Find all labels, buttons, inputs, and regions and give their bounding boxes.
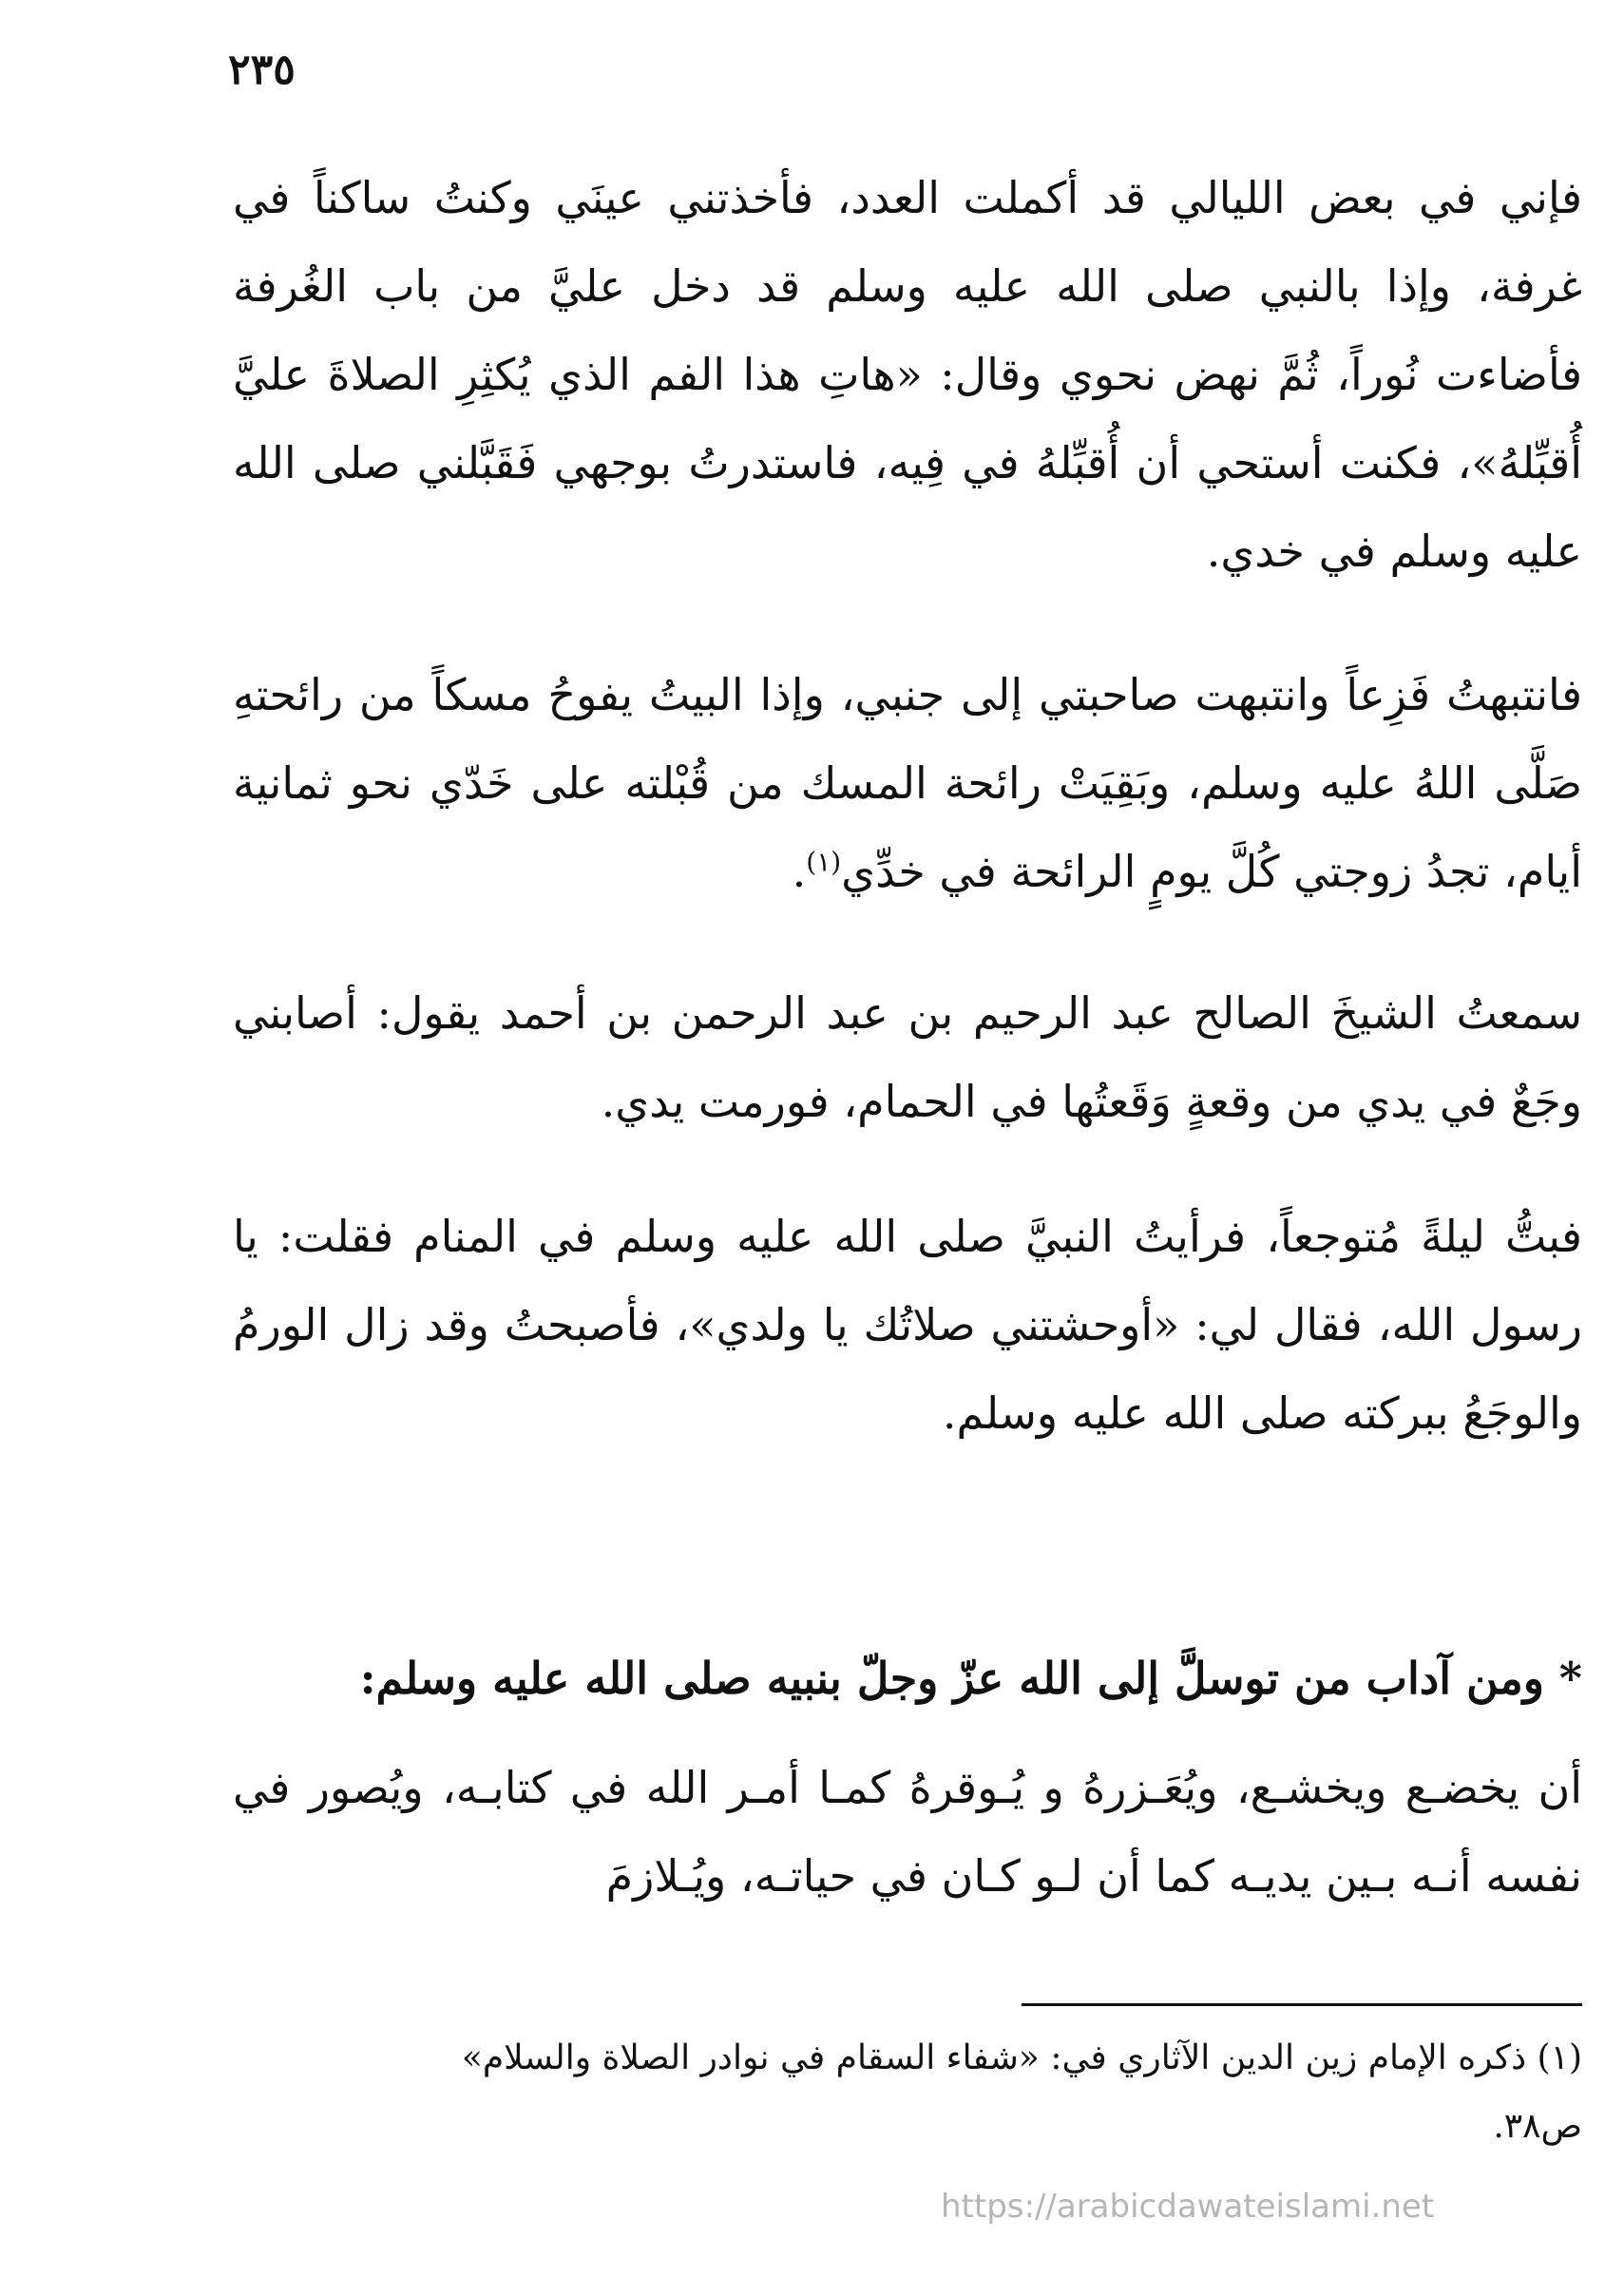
paragraph-6 [233, 1744, 1582, 1921]
paragraph-text: سمعتُ الشيخَ الصالح عبد الرحيم بن عبد الرحمن بن أحمد يقول: أصابني وجَعٌ في يدي من وقعةٍ وَقَعتُها في الحمام، فورمت يدي. [233, 987, 1582, 1127]
section-heading [233, 1635, 1582, 1723]
paragraph-3 [233, 969, 1582, 1146]
watermark-url: https://arabicdawateislami.net [941, 2188, 1435, 2226]
footnote [233, 2024, 1582, 2161]
paragraph-text: فإني في بعض الليالي قد أكملت العدد، فأخذتني عينَي وكنتُ ساكناً في غرفة، وإذا بالنبي صلى الله عليه وسلم قد دخل عليَّ من باب الغُرفة فأضاءت نُوراً، ثُمَّ نهض نحوي وقال: «هاتِ هذا الفم الذي يُكثِرِ الصلاةَ عليَّ أُقبِّلهُ»، فكنت أستحي أن أُقبِّلهُ في فِيه، فاستدرتُ بوجهي فَقَبَّلني صلى الله عليه وسلم في خدي. [233, 172, 1582, 577]
section-heading-text: * ومن آداب من توسلَّ إلى الله عزّ وجلّ بنبيه صلى الله عليه وسلم: [359, 1653, 1582, 1704]
paragraph-1 [233, 154, 1582, 596]
paragraph-text-with-footnote [233, 651, 1582, 916]
page-number: ٢٣٥ [228, 46, 296, 94]
paragraph-end-mark: . [792, 846, 807, 897]
footnote-line-2: ص٣٨. [1493, 2107, 1582, 2146]
paragraph-text: أن يخضـع ويخشـع، ويُعَـزرهُ و يُـوقرهُ كمـا أمـر الله في كتابـه، ويُصور في نفسه أنـه بـين يديـه كما أن لـو كـان في حياتـه، ويُـلازمَ [233, 1762, 1582, 1902]
footnote-divider [1022, 2003, 1582, 2006]
paragraph-text: فانتبهتُ فَزِعاً وانتبهت صاحبتي إلى جنبي، وإذا البيتُ يفوحُ مسكاً من رائحتهِ صَلَّى اللهُ عليه وسلم، وبَقِيَتْ رائحة المسك من قُبْلته على خَدّي نحو ثمانية أيام، تجدُ زوجتي كُلَّ يومٍ الرائحة في خدِّي [233, 669, 1582, 897]
paragraph-4 [233, 1193, 1582, 1458]
footnote-reference[interactable]: (١) [806, 846, 842, 878]
paragraph-2 [233, 651, 1582, 916]
paragraph-text: فبتُّ ليلةً مُتوجعاً، فرأيتُ النبيَّ صلى الله عليه وسلم في المنام فقلت: يا رسول الله، فقال لي: «أوحشتني صلاتُك يا ولدي»، فأصبحتُ وقد زال الورمُ والوجَعُ ببركته صلى الله عليه وسلم. [233, 1211, 1582, 1439]
footnote-line-1: (١) ذكره الإمام زين الدين الآثاري في: «شفاء السقام في نوادر الصلاة والسلام» [461, 2038, 1582, 2077]
